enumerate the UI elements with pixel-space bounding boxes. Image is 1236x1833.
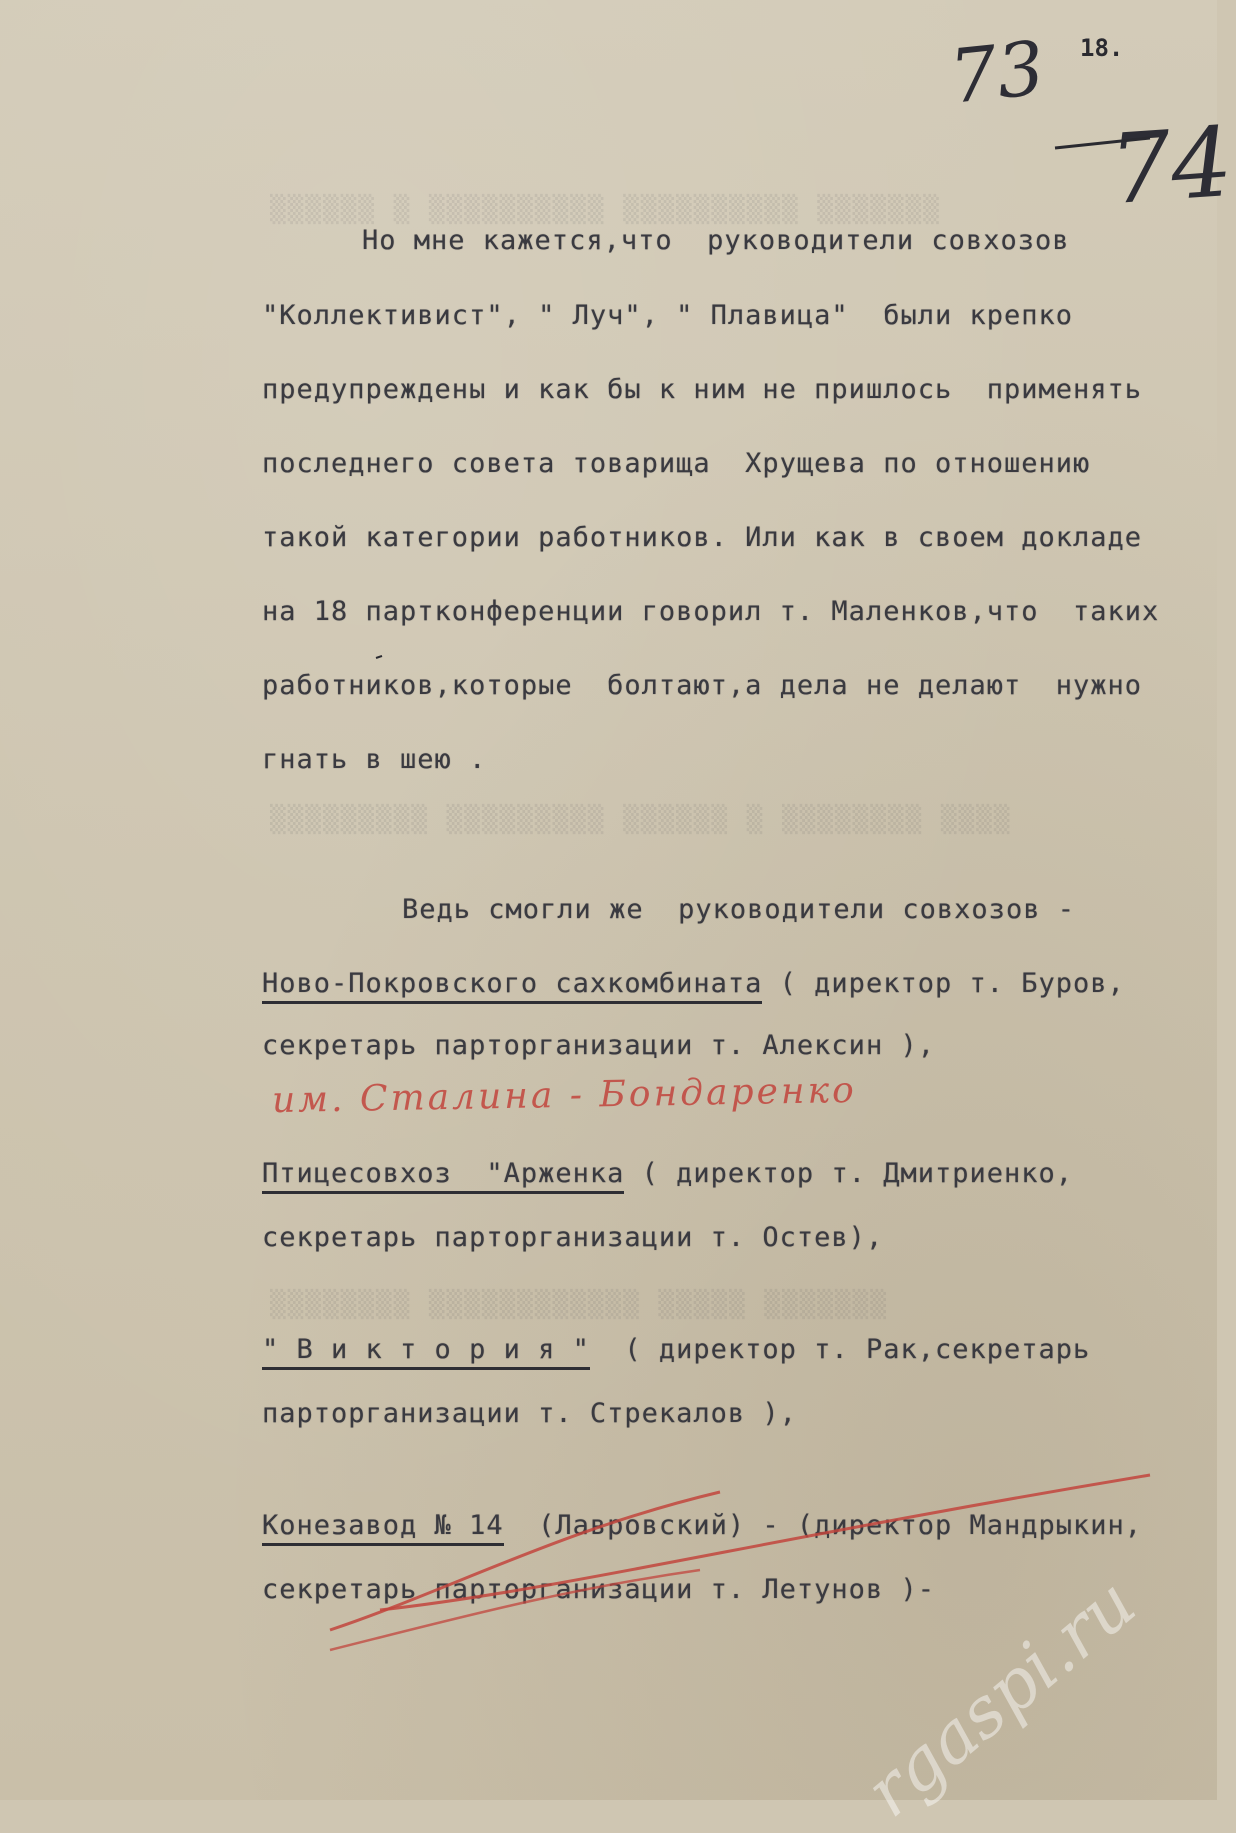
- handwritten-insert: им. Сталина - Бондаренко: [271, 1069, 858, 1122]
- typed-page-number: 18.: [1080, 34, 1124, 62]
- entry-details: ( директор т. Рак,секретарь: [589, 1334, 1091, 1365]
- paragraph-line: гнать в шею .: [262, 744, 487, 775]
- entry-name-underlined: Ново-Покровского сахкомбината: [262, 968, 762, 1004]
- folio-strike-mark: [1055, 138, 1150, 148]
- paragraph-line: на 18 партконференции говорил т. Маленков,что таких: [262, 596, 1160, 627]
- entry-line: секретарь парторганизации т. Остев),: [262, 1222, 884, 1253]
- paragraph-line: "Коллективист", " Луч", " Плавица" были крепко: [262, 300, 1074, 331]
- entry-name-underlined: Птицесовхоз "Арженка: [262, 1158, 624, 1194]
- ink-speck: [376, 656, 382, 658]
- paragraph-line: Но мне кажется,что руководители совхозов: [362, 225, 1070, 256]
- entry-details: (Лавровский) - (директор Мандрыкин,: [503, 1510, 1143, 1541]
- paragraph-line: последнего совета товарища Хрущева по отношению: [262, 448, 1091, 479]
- bleed-through-text: ▒▒▒▒▒▒▒▒▒ ▒▒▒▒▒▒▒▒▒ ▒▒▒▒▒▒ ▒ ▒▒▒▒▒▒▒▒ ▒▒▒▒: [270, 805, 1012, 835]
- archive-number-old: 73: [945, 25, 1049, 121]
- watermark-text: rgaspi.ru: [850, 1561, 1151, 1833]
- entry-name-underlined: Конезавод № 14: [262, 1510, 504, 1546]
- entry-line: секретарь парторганизации т. Алексин ),: [262, 1030, 935, 1061]
- entry-line: парторганизации т. Стрекалов ),: [262, 1398, 797, 1429]
- red-strikethrough-line: [380, 1475, 1150, 1610]
- entry-details: ( директор т. Буров,: [762, 968, 1125, 999]
- entry-name-underlined: " В и к т о р и я ": [262, 1334, 590, 1370]
- bleed-through-text: ▒▒▒▒▒▒▒▒ ▒▒▒▒▒▒▒▒▒▒▒▒ ▒▒▒▒▒ ▒▒▒▒▒▒▒: [270, 1290, 888, 1320]
- paragraph-line: предупреждены и как бы к ним не пришлось применять: [262, 374, 1143, 405]
- bleed-through-text: ▒▒▒▒▒▒ ▒ ▒▒▒▒▒▒▒▒▒▒ ▒▒▒▒▒▒▒▒▒▒ ▒▒▒▒▒▒▒: [270, 195, 941, 225]
- entry-details: ( директор т. Дмитриенко,: [624, 1158, 1074, 1189]
- entry-line: секретарь парторганизации т. Летунов )-: [262, 1574, 935, 1605]
- paragraph-line: Ведь смогли же руководители совхозов -: [402, 894, 1075, 925]
- paragraph-line: работников,которые болтают,а дела не делают нужно: [262, 670, 1143, 701]
- archive-number-new: 74: [1106, 105, 1236, 227]
- paragraph-line: такой категории работников. Или как в своем докладе: [262, 522, 1143, 553]
